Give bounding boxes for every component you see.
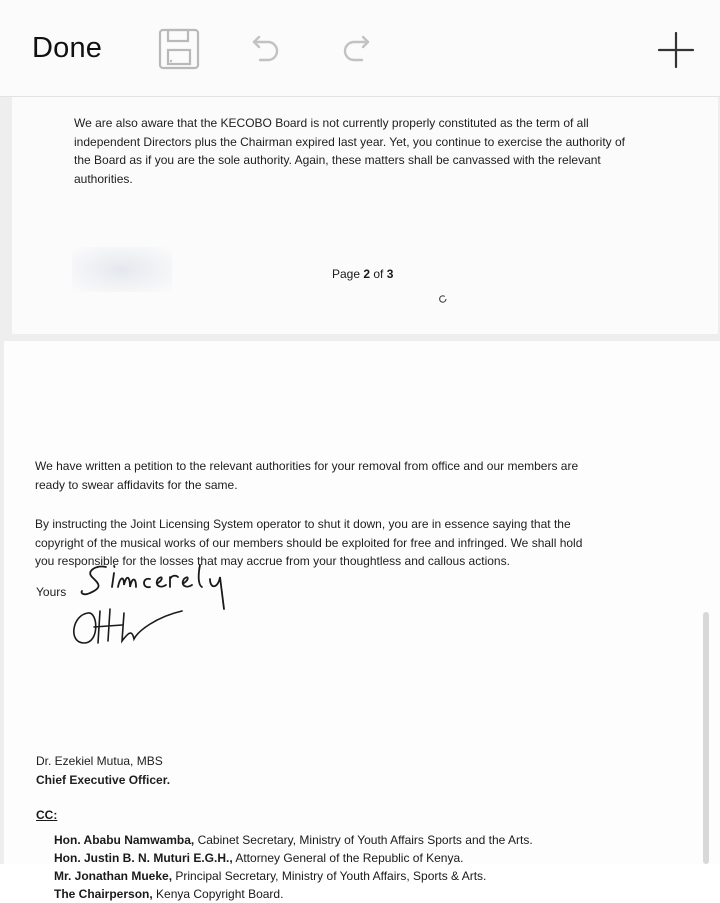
cc-name: The Chairperson,: [54, 887, 153, 901]
cc-name: Hon. Ababu Namwamba,: [54, 833, 195, 847]
done-button[interactable]: Done: [32, 32, 103, 64]
rotate-icon: [437, 293, 449, 305]
cc-role: Attorney General of the Republic of Kenya.: [232, 851, 464, 865]
scrollbar[interactable]: [703, 612, 709, 864]
text-line: We have written a petition to the relevant authorities for your removal from office and our members are: [35, 459, 579, 473]
paragraph-board: [74, 114, 714, 188]
cc-role: Kenya Copyright Board.: [152, 887, 284, 901]
text-line: We are also aware that the KECOBO Board is not currently properly constituted as the term of all: [74, 116, 589, 130]
text-line: ready to swear affidavits for the same.: [35, 477, 238, 492]
save-icon[interactable]: [158, 28, 200, 70]
text-line: authorities.: [74, 171, 133, 186]
text-line: copyright of the musical works of our members should be exploited for free and infringed. We shall hold: [35, 535, 583, 550]
text-line: the Board as if you are the sole authority. Again, these matters shall be canvassed with the relevant: [74, 153, 601, 167]
cc-item: [54, 885, 704, 903]
page-number-current: 2: [363, 267, 371, 281]
closing-yours: Yours: [36, 585, 67, 599]
page-number-total: 3: [386, 267, 394, 281]
undo-icon[interactable]: [248, 32, 284, 68]
cc-role: Principal Secretary, Ministry of Youth Affairs, Sports & Arts.: [172, 869, 487, 883]
faded-stamp: [72, 247, 172, 292]
cc-label: CC:: [36, 808, 58, 822]
cc-item: [54, 831, 704, 849]
cc-name: Hon. Justin B. N. Muturi E.G.H.,: [54, 851, 233, 865]
document-viewer[interactable]: [0, 97, 720, 901]
text-line: By instructing the Joint Licensing System operator to shut it down, you are in essence saying that the: [35, 517, 571, 531]
document-page-2: [12, 97, 718, 334]
page-number: [332, 267, 393, 281]
cc-name: Mr. Jonathan Mueke,: [54, 869, 173, 883]
toolbar: [0, 0, 720, 97]
signature-handwriting: [66, 603, 196, 655]
text-line: independent Directors plus the Chairman expired last year. Yet, you continue to exercise the authority of: [74, 134, 625, 149]
signer-title: Chief Executive Officer.: [36, 773, 171, 787]
cc-list: [54, 831, 704, 903]
paragraph-petition: [35, 457, 705, 494]
plus-icon[interactable]: [656, 30, 696, 70]
page-number-middle: of: [370, 267, 387, 281]
cc-role: Cabinet Secretary, Ministry of Youth Affairs Sports and the Arts.: [194, 833, 533, 847]
text-line: you responsible for the losses that may accrue from your thoughtless and callous actions.: [35, 554, 510, 568]
document-page-3: [4, 341, 720, 901]
page-number-prefix: Page: [332, 267, 364, 281]
cc-item: [54, 849, 704, 867]
signer-name: Dr. Ezekiel Mutua, MBS: [36, 754, 163, 768]
redo-icon[interactable]: [338, 32, 374, 68]
cc-item: [54, 867, 704, 885]
